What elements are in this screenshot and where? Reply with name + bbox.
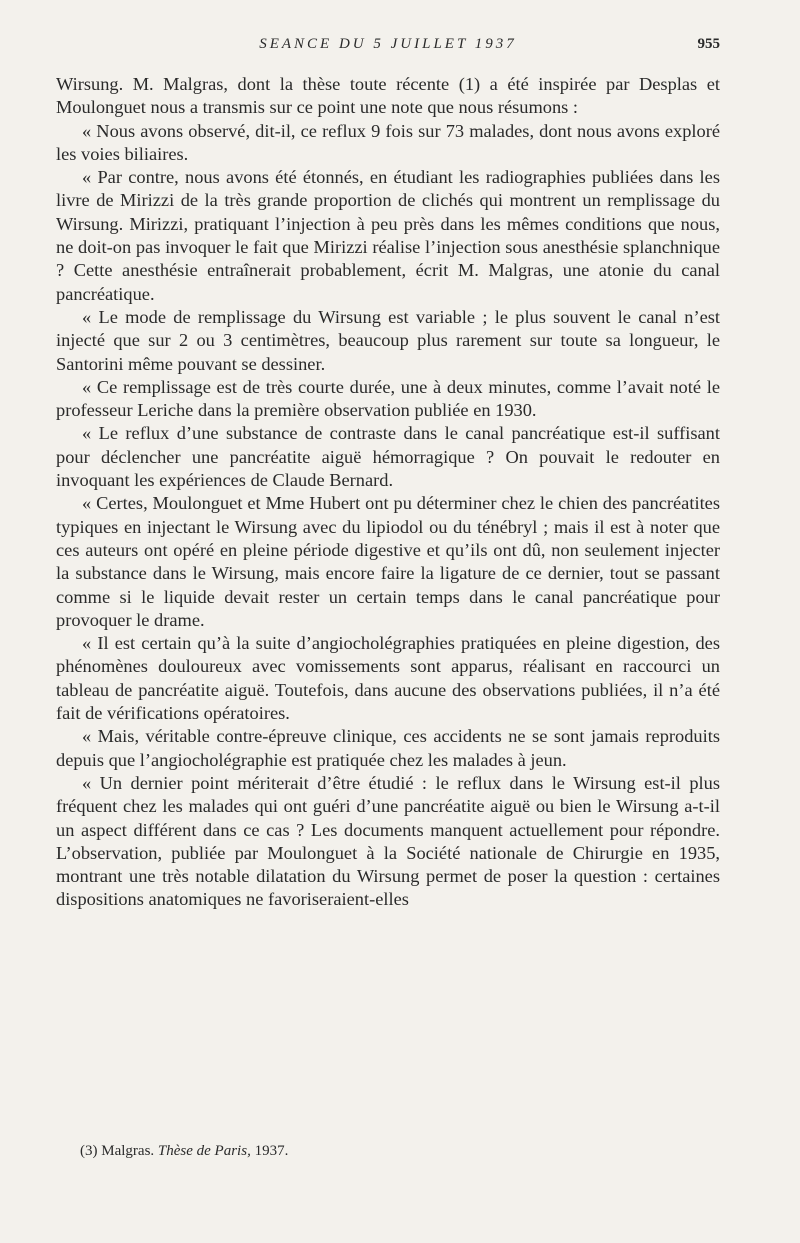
paragraph: « Mais, véritable contre-épreuve clinique, ces accidents ne se sont jamais reproduits depuis que l’angiocholégraphie est pratiquée chez les malades à jeun. <box>56 726 720 770</box>
footnote-title: Thèse de Paris, <box>157 1143 251 1159</box>
paragraph: « Le reflux d’une substance de contraste dans le canal pancréatique est-il suffisant pour déclencher une pancréatite aiguë hémorragique ? On pouvait le redouter en invoquant les expériences de Claude Bernard. <box>56 423 720 491</box>
paragraph: « Nous avons observé, dit-il, ce reflux 9 fois sur 73 malades, dont nous avons exploré les voies biliaires. <box>56 120 720 164</box>
paragraph: « Il est certain qu’à la suite d’angiocholégraphies pratiquées en pleine digestion, des phénomènes douloureux avec vomissements sont apparus, réalisant en raccourci un tableau de pancréatite aiguë. Toutefois, dans aucune des observations publiées, il n’a été fait de vérifications opératoires. <box>56 633 720 724</box>
paragraph: « Un dernier point mériterait d’être étudié : le reflux dans le Wirsung est-il plus fréquent chez les malades qui ont guéri d’une pancréatite aiguë ou bien le Wirsung a-t-il un aspect différent dans ce cas ? Les documents manquent actuellement pour répondre. L’observation, publiée par Moulonguet à la Société nationale de Chirurgie en 1935, montrant une très notable dilatation du Wirsung permet de poser la question : certaines dispositions anatomiques ne favoriseraient-elles <box>56 772 720 910</box>
page-header <box>56 32 720 56</box>
footnote-author: Malgras. <box>101 1143 155 1159</box>
page-number: 955 <box>697 36 720 52</box>
paragraph: « Ce remplissage est de très courte durée, une à deux minutes, comme l’avait noté le professeur Leriche dans la première observation publiée en 1930. <box>56 376 720 421</box>
footnote <box>80 1143 720 1160</box>
body-text <box>56 73 720 912</box>
paragraph: « Par contre, nous avons été étonnés, en étudiant les radiographies publiées dans les livre de Mirizzi de la très grande proportion de clichés qui montrent un remplissage du Wirsung. Mirizzi, pratiquant l’injection à peu près dans les mêmes conditions que nous, ne doit-on pas invoquer le fait que Mirizzi réalise l’injection sous anesthésie splanchnique ? Cette anesthésie entraînerait probablement, écrit M. Malgras, une atonie du canal pancréatique. <box>56 167 720 304</box>
paragraph: Wirsung. M. Malgras, dont la thèse toute récente (1) a été inspirée par Desplas et Moulonguet nous a transmis sur ce point une note que nous résumons : <box>56 74 720 118</box>
paragraph: « Le mode de remplissage du Wirsung est variable ; le plus souvent le canal n’est injecté que sur 2 ou 3 centimètres, beaucoup plus rarement sur toute sa longueur, le Santorini même pouvant se dessiner. <box>56 306 720 374</box>
running-title: SEANCE DU 5 JUILLET 1937 <box>259 36 517 52</box>
footnote-number: (3) <box>80 1143 98 1159</box>
footnote-year: 1937. <box>254 1143 289 1159</box>
paragraph: « Certes, Moulonguet et Mme Hubert ont pu déterminer chez le chien des pancréatites typiques en injectant le Wirsung avec du lipiodol ou du ténébryl ; mais il est à noter que ces auteurs ont opéré en pleine période digestive et qu’ils ont dû, non seulement injecter la substance dans le Wirsung, mais encore faire la ligature de ce dernier, tout se passant comme si le liquide devait rester un certain temps dans le canal pancréatique pour provoquer le drame. <box>56 493 720 630</box>
